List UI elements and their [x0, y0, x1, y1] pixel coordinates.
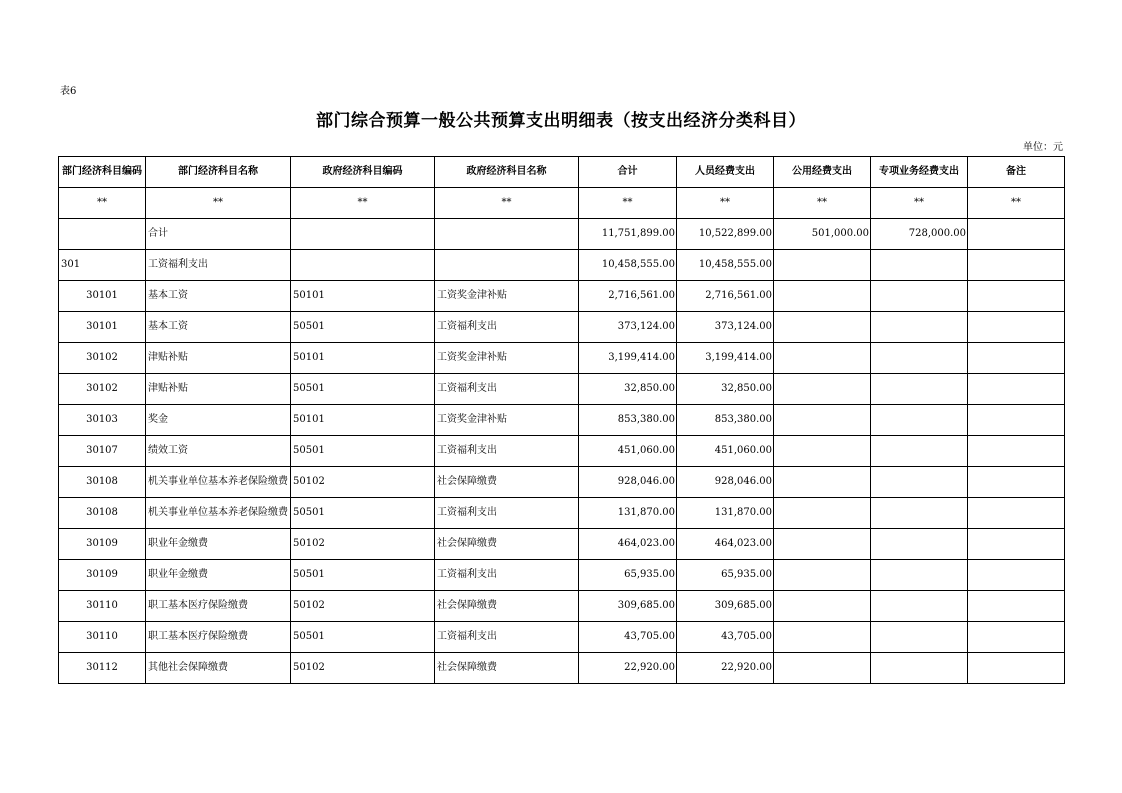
cell-dept-econ-name: 职业年金缴费 [146, 529, 291, 560]
cell-remark [968, 312, 1065, 343]
cell-remark [968, 591, 1065, 622]
cell-gov-econ-code [291, 250, 435, 281]
cell-gov-econ-name: 社会保障缴费 [435, 653, 579, 684]
cell-gov-econ-code: 50501 [291, 560, 435, 591]
document-title: 部门综合预算一般公共预算支出明细表（按支出经济分类科目） [316, 111, 806, 131]
cell-dept-econ-name: 机关事业单位基本养老保险缴费 [146, 467, 291, 498]
header-dept-econ-name: 部门经济科目名称 [146, 157, 291, 188]
cell-personnel: 928,046.00 [677, 467, 774, 498]
cell-total: 373,124.00 [579, 312, 677, 343]
cell-total: 309,685.00 [579, 591, 677, 622]
cell-special [871, 622, 968, 653]
cell-dept-econ-code: 30101 [59, 312, 146, 343]
cell-dept-econ-code: 30108 [59, 467, 146, 498]
cell-total: 464,023.00 [579, 529, 677, 560]
cell-special [871, 374, 968, 405]
cell-public [774, 498, 871, 529]
cell-personnel: 464,023.00 [677, 529, 774, 560]
placeholder-cell: ** [146, 188, 291, 219]
cell-total: 10,458,555.00 [579, 250, 677, 281]
cell-public [774, 405, 871, 436]
cell-special [871, 653, 968, 684]
cell-public [774, 374, 871, 405]
table-row [59, 405, 1065, 436]
header-gov-econ-code: 政府经济科目编码 [291, 157, 435, 188]
cell-total: 451,060.00 [579, 436, 677, 467]
header-remark: 备注 [968, 157, 1065, 188]
cell-special [871, 405, 968, 436]
budget-detail-table [58, 156, 1065, 684]
cell-gov-econ-name: 工资福利支出 [435, 560, 579, 591]
cell-total: 65,935.00 [579, 560, 677, 591]
cell-dept-econ-name: 基本工资 [146, 281, 291, 312]
cell-total: 2,716,561.00 [579, 281, 677, 312]
cell-dept-econ-code: 30108 [59, 498, 146, 529]
cell-personnel: 43,705.00 [677, 622, 774, 653]
cell-public [774, 529, 871, 560]
cell-dept-econ-code: 30102 [59, 343, 146, 374]
cell-dept-econ-code: 301 [59, 250, 146, 281]
table-row [59, 653, 1065, 684]
cell-gov-econ-name: 工资福利支出 [435, 374, 579, 405]
cell-personnel: 451,060.00 [677, 436, 774, 467]
header-dept-econ-code: 部门经济科目编码 [59, 157, 146, 188]
cell-special: 728,000.00 [871, 219, 968, 250]
cell-remark [968, 560, 1065, 591]
cell-dept-econ-code: 30109 [59, 529, 146, 560]
cell-dept-econ-code: 30112 [59, 653, 146, 684]
cell-personnel: 10,458,555.00 [677, 250, 774, 281]
cell-gov-econ-name: 社会保障缴费 [435, 591, 579, 622]
placeholder-cell: ** [871, 188, 968, 219]
cell-dept-econ-name: 绩效工资 [146, 436, 291, 467]
cell-public [774, 653, 871, 684]
cell-personnel: 131,870.00 [677, 498, 774, 529]
cell-public [774, 250, 871, 281]
table-row [59, 622, 1065, 653]
cell-special [871, 591, 968, 622]
cell-gov-econ-code: 50501 [291, 436, 435, 467]
cell-dept-econ-name: 职工基本医疗保险缴费 [146, 591, 291, 622]
cell-dept-econ-code: 30110 [59, 622, 146, 653]
cell-gov-econ-code: 50501 [291, 374, 435, 405]
placeholder-cell: ** [677, 188, 774, 219]
header-special: 专项业务经费支出 [871, 157, 968, 188]
cell-total: 43,705.00 [579, 622, 677, 653]
cell-public: 501,000.00 [774, 219, 871, 250]
table-row [59, 560, 1065, 591]
cell-public [774, 343, 871, 374]
cell-dept-econ-code: 30109 [59, 560, 146, 591]
cell-special [871, 529, 968, 560]
placeholder-cell: ** [59, 188, 146, 219]
placeholder-row [59, 188, 1065, 219]
cell-remark [968, 653, 1065, 684]
cell-public [774, 467, 871, 498]
cell-remark [968, 467, 1065, 498]
cell-dept-econ-name: 津贴补贴 [146, 343, 291, 374]
cell-special [871, 312, 968, 343]
cell-gov-econ-code [291, 219, 435, 250]
placeholder-cell: ** [774, 188, 871, 219]
cell-gov-econ-name: 工资福利支出 [435, 436, 579, 467]
cell-public [774, 622, 871, 653]
cell-gov-econ-code: 50102 [291, 467, 435, 498]
cell-personnel: 32,850.00 [677, 374, 774, 405]
cell-gov-econ-code: 50101 [291, 405, 435, 436]
cell-dept-econ-name: 其他社会保障缴费 [146, 653, 291, 684]
cell-dept-econ-code: 30110 [59, 591, 146, 622]
placeholder-cell: ** [291, 188, 435, 219]
cell-special [871, 343, 968, 374]
table-row [59, 250, 1065, 281]
header-public: 公用经费支出 [774, 157, 871, 188]
table-number: 表6 [60, 86, 77, 97]
cell-gov-econ-code: 50501 [291, 498, 435, 529]
cell-dept-econ-name: 合计 [146, 219, 291, 250]
table-row [59, 467, 1065, 498]
cell-remark [968, 622, 1065, 653]
cell-dept-econ-name: 工资福利支出 [146, 250, 291, 281]
table-row [59, 436, 1065, 467]
cell-gov-econ-name: 社会保障缴费 [435, 467, 579, 498]
placeholder-cell: ** [435, 188, 579, 219]
header-total: 合计 [579, 157, 677, 188]
table-row [59, 498, 1065, 529]
cell-gov-econ-code: 50102 [291, 591, 435, 622]
cell-gov-econ-name: 社会保障缴费 [435, 529, 579, 560]
cell-total: 928,046.00 [579, 467, 677, 498]
cell-total: 131,870.00 [579, 498, 677, 529]
cell-gov-econ-code: 50101 [291, 281, 435, 312]
cell-personnel: 309,685.00 [677, 591, 774, 622]
cell-dept-econ-code: 30101 [59, 281, 146, 312]
cell-gov-econ-code: 50102 [291, 529, 435, 560]
cell-gov-econ-code: 50501 [291, 312, 435, 343]
cell-total: 22,920.00 [579, 653, 677, 684]
cell-personnel: 853,380.00 [677, 405, 774, 436]
cell-dept-econ-name: 机关事业单位基本养老保险缴费 [146, 498, 291, 529]
cell-special [871, 467, 968, 498]
header-personnel: 人员经费支出 [677, 157, 774, 188]
table-row [59, 343, 1065, 374]
header-row [59, 157, 1065, 188]
cell-dept-econ-name: 津贴补贴 [146, 374, 291, 405]
cell-gov-econ-code: 50102 [291, 653, 435, 684]
cell-total: 32,850.00 [579, 374, 677, 405]
cell-gov-econ-name [435, 219, 579, 250]
cell-personnel: 2,716,561.00 [677, 281, 774, 312]
cell-special [871, 560, 968, 591]
placeholder-cell: ** [968, 188, 1065, 219]
cell-gov-econ-name: 工资福利支出 [435, 312, 579, 343]
cell-public [774, 312, 871, 343]
cell-gov-econ-code: 50101 [291, 343, 435, 374]
cell-dept-econ-name: 职业年金缴费 [146, 560, 291, 591]
cell-gov-econ-name: 工资奖金津补贴 [435, 281, 579, 312]
cell-dept-econ-code [59, 219, 146, 250]
table-row [59, 219, 1065, 250]
placeholder-cell: ** [579, 188, 677, 219]
cell-personnel: 10,522,899.00 [677, 219, 774, 250]
cell-special [871, 436, 968, 467]
unit-label: 单位：元 [1023, 142, 1063, 153]
cell-remark [968, 281, 1065, 312]
cell-personnel: 65,935.00 [677, 560, 774, 591]
table-row [59, 529, 1065, 560]
table-row [59, 591, 1065, 622]
cell-dept-econ-code: 30107 [59, 436, 146, 467]
cell-remark [968, 219, 1065, 250]
cell-remark [968, 529, 1065, 560]
cell-gov-econ-name: 工资奖金津补贴 [435, 405, 579, 436]
cell-dept-econ-name: 奖金 [146, 405, 291, 436]
cell-special [871, 281, 968, 312]
cell-remark [968, 436, 1065, 467]
cell-remark [968, 405, 1065, 436]
cell-public [774, 560, 871, 591]
cell-remark [968, 343, 1065, 374]
table-row [59, 281, 1065, 312]
cell-dept-econ-name: 基本工资 [146, 312, 291, 343]
cell-gov-econ-code: 50501 [291, 622, 435, 653]
cell-public [774, 436, 871, 467]
table-row [59, 374, 1065, 405]
cell-special [871, 498, 968, 529]
cell-gov-econ-name [435, 250, 579, 281]
cell-remark [968, 374, 1065, 405]
cell-special [871, 250, 968, 281]
header-gov-econ-name: 政府经济科目名称 [435, 157, 579, 188]
cell-total: 853,380.00 [579, 405, 677, 436]
cell-remark [968, 498, 1065, 529]
cell-public [774, 591, 871, 622]
table-row [59, 312, 1065, 343]
cell-dept-econ-code: 30103 [59, 405, 146, 436]
cell-personnel: 22,920.00 [677, 653, 774, 684]
cell-gov-econ-name: 工资福利支出 [435, 622, 579, 653]
cell-gov-econ-name: 工资奖金津补贴 [435, 343, 579, 374]
cell-personnel: 3,199,414.00 [677, 343, 774, 374]
cell-personnel: 373,124.00 [677, 312, 774, 343]
cell-dept-econ-code: 30102 [59, 374, 146, 405]
cell-dept-econ-name: 职工基本医疗保险缴费 [146, 622, 291, 653]
cell-public [774, 281, 871, 312]
cell-gov-econ-name: 工资福利支出 [435, 498, 579, 529]
cell-total: 11,751,899.00 [579, 219, 677, 250]
cell-total: 3,199,414.00 [579, 343, 677, 374]
cell-remark [968, 250, 1065, 281]
